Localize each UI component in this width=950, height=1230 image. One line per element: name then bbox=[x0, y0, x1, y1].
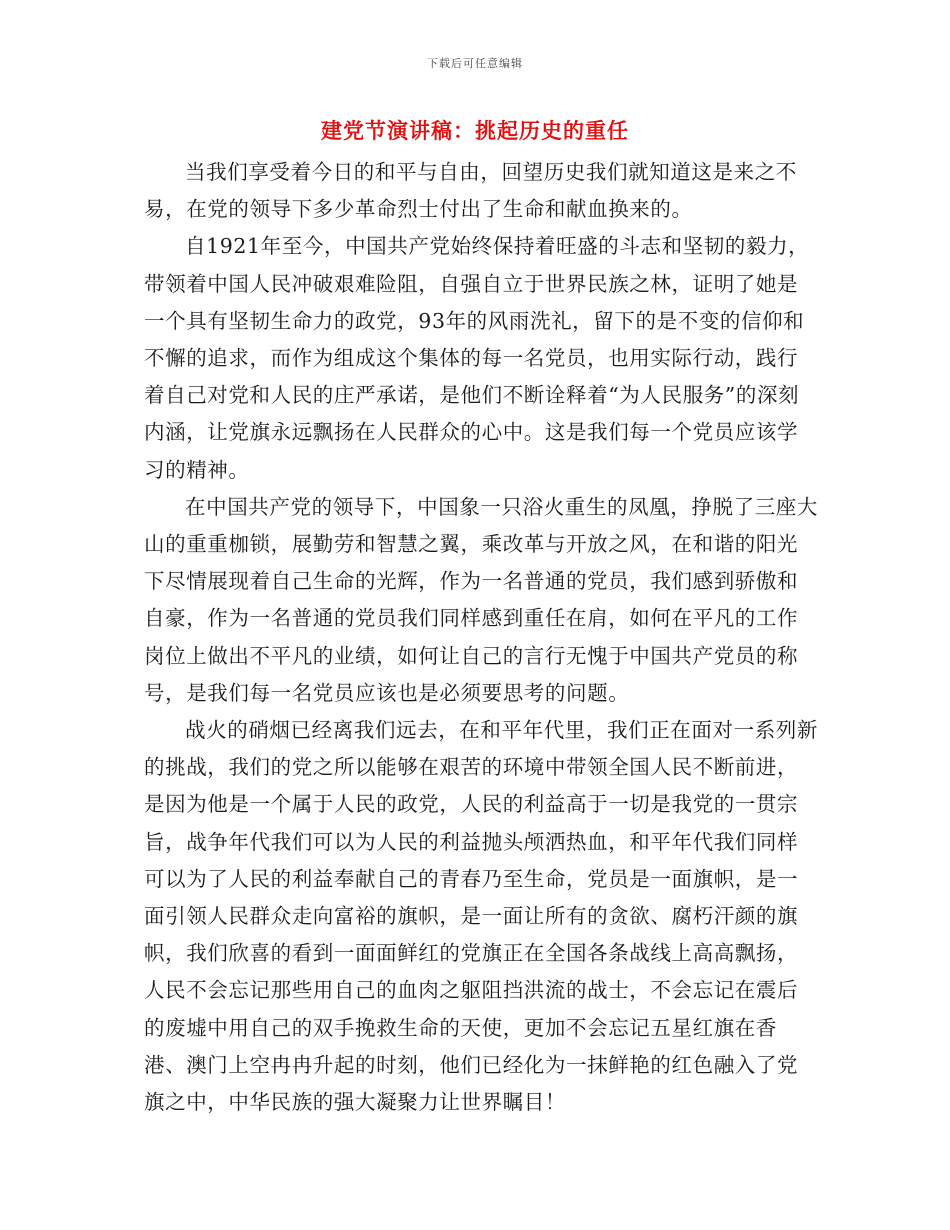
document-title: 建党节演讲稿：挑起历史的重任 bbox=[321, 118, 629, 143]
header-note: 下载后可任意编辑 bbox=[427, 57, 523, 70]
paragraph-2: 自1921年至今，中国共产党始终保持着旺盛的斗志和坚韧的毅力，带领着中国人民冲破艰难险阻，自强自立于世界民族之林，证明了她是一个具有坚韧生命力的政党，93年的风雨洗礼，留下的是不变的信仰和不懈的追求，而作为组成这个集体的每一名党员，也用实际行动，践行着自己对党和人民的庄严承诺，是他们不断诠释着“为人民服务”的深刻内涵，让党旗永远飘扬在人民群众的心中。这是我们每一个党员应该学习的精神。 bbox=[144, 234, 810, 482]
paragraph-4: 战火的硝烟已经离我们远去，在和平年代里，我们正在面对一系列新的挑战，我们的党之所以能够在艰苦的环境中带领全国人民不断前进，是因为他是一个属于人民的政党，人民的利益高于一切是我党的一贯宗旨，战争年代我们可以为人民的利益抛头颅洒热血，和平年代我们同样可以为了人民的利益奉献自己的青春乃至生命，党员是一面旗帜，是一面引领人民群众走向富裕的旗帜，是一面让所有的贪欲、腐朽汗颜的旗帜，我们欣喜的看到一面面鲜红的党旗正在全国各条战线上高高飘扬，人民不会忘记那些用自己的血肉之躯阻挡洪流的战士，不会忘记在震后的废墟中用自己的双手挽救生命的天使，更加不会忘记五星红旗在香港、澳门上空冉冉升起的时刻，他们已经化为一抹鲜艳的红色融入了党旗之中，中华民族的强大凝聚力让世界瞩目！ bbox=[144, 718, 818, 1115]
document-body bbox=[144, 154, 818, 1121]
paragraph-1: 当我们享受着今日的和平与自由，回望历史我们就知道这是来之不易，在党的领导下多少革命烈士付出了生命和献血换来的。 bbox=[144, 160, 797, 222]
paragraph-3: 在中国共产党的领导下，中国象一只浴火重生的凤凰，挣脱了三座大山的重重枷锁，展勤劳和智慧之翼，乘改革与开放之风，在和谐的阳光下尽情展现着自己生命的光辉，作为一名普通的党员，我们感到骄傲和自豪，作为一名普通的党员我们同样感到重任在肩，如何在平凡的工作岗位上做出不平凡的业绩，如何让自己的言行无愧于中国共产党员的称号，是我们每一名党员应该也是必须要思考的问题。 bbox=[144, 494, 818, 705]
